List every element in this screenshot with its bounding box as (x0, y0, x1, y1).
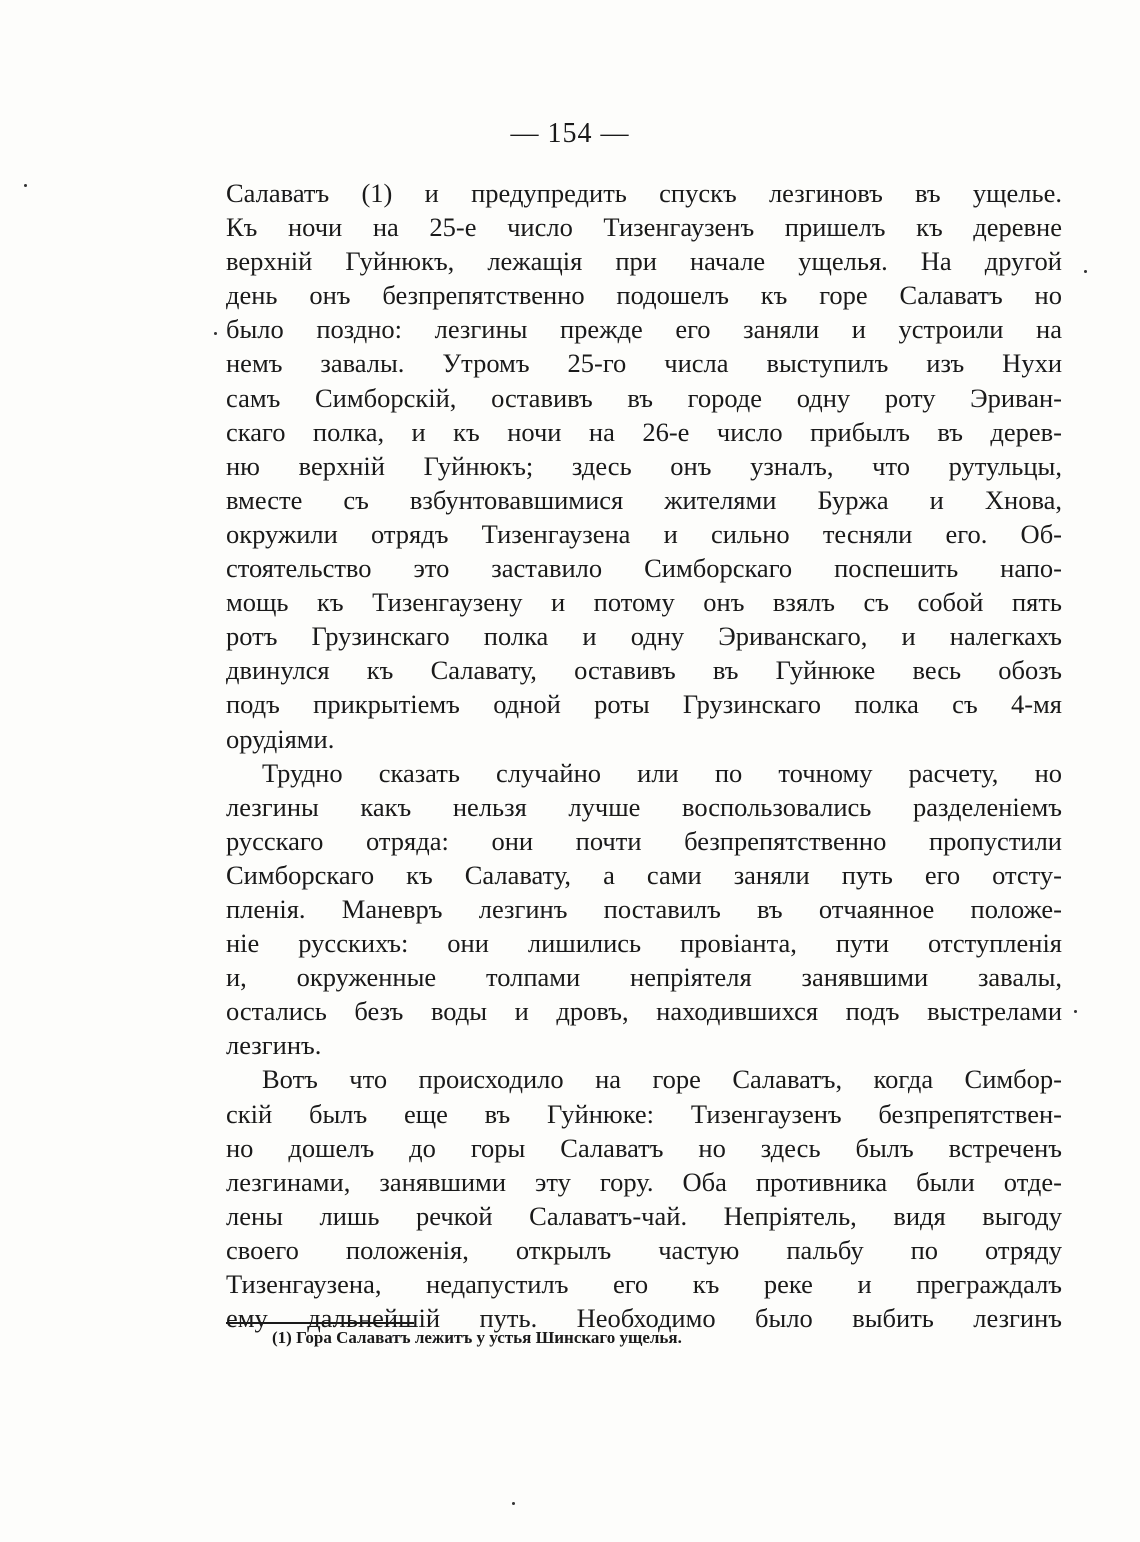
text-line: русскаго отряда: они почти безпрепятственно пропустили (226, 825, 1062, 856)
scan-speck (1084, 270, 1087, 273)
paragraph-start-line: Вотъ что происходило на горе Салаватъ, когда Симбор- (262, 1064, 1062, 1095)
text-line: двинулся къ Салавату, оставивъ въ Гуйнюке весь обозъ (226, 655, 1062, 686)
text-line: лезгины какъ нельзя лучше воспользовались разделеніемъ (226, 791, 1062, 822)
scan-speck (1074, 1010, 1077, 1013)
text-line: лезгинъ. (226, 1030, 322, 1061)
text-line: ротъ Грузинскаго полка и одну Эриванскаго, и налегкахъ (226, 621, 1062, 652)
text-line: самъ Симборскій, оставивъ въ городе одну роту Эриван- (226, 382, 1062, 413)
scan-speck (512, 1502, 515, 1505)
text-line: Симборскаго къ Салавату, а сами заняли путь его отсту- (226, 859, 1062, 890)
text-line: и, окруженные толпами непріятеля занявшими завалы, (226, 962, 1062, 993)
text-line: Къ ночи на 25-е число Тизенгаузенъ пришелъ къ деревне (226, 212, 1062, 243)
text-line: день онъ безпрепятственно подошелъ къ горе Салаватъ но (226, 280, 1062, 311)
text-line: стоятельство это заставило Симборскаго поспешить напо- (226, 553, 1062, 584)
text-line: скій былъ еще въ Гуйнюке: Тизенгаузенъ безпрепятствен- (226, 1098, 1062, 1129)
footnote-divider (226, 1322, 414, 1324)
text-line: ніе русскихъ: они лишились провіанта, пути отступленія (226, 928, 1062, 959)
text-line: вместе съ взбунтовавшимися жителями Буржа и Хнова, (226, 484, 1062, 515)
text-line: немъ завалы. Утромъ 25-го числа выступилъ изъ Нухи (226, 348, 1062, 379)
text-line: мощь къ Тизенгаузену и потому онъ взялъ съ собой пять (226, 587, 1062, 618)
text-line: ему дальнейшій путь. Необходимо было выбить лезгинъ (226, 1303, 1062, 1334)
text-line: верхній Гуйнюкъ, лежащія при начале ущелья. На другой (226, 246, 1062, 277)
text-line: Тизенгаузена, недапустилъ его къ реке и преграждалъ (226, 1269, 1062, 1299)
paragraph-start-line: Трудно сказать случайно или по точному расчету, но (262, 757, 1062, 788)
text-line: но дошелъ до горы Салаватъ но здесь былъ встреченъ (226, 1132, 1062, 1163)
text-line: ню верхній Гуйнюкъ; здесь онъ узналъ, что рутульцы, (226, 450, 1062, 481)
text-line: остались безъ воды и дровъ, находившихся подъ выстрелами (226, 996, 1062, 1027)
text-line: пленія. Маневръ лезгинъ поставилъ въ отчаянное положе- (226, 893, 1062, 924)
body-text (226, 176, 1062, 1335)
text-line: лезгинами, занявшими эту гору. Оба противника были отде- (226, 1166, 1062, 1197)
text-line: лены лишь речкой Салаватъ-чай. Непріятель, видя выгоду (226, 1200, 1062, 1231)
text-line: орудіями. (226, 723, 335, 754)
text-line: своего положенія, открылъ частую пальбу по отряду (226, 1234, 1062, 1265)
text-line: было поздно: лезгины прежде его заняли и устроили на (226, 314, 1062, 345)
text-line: скаго полка, и къ ночи на 26-е число прибылъ въ дерев- (226, 416, 1062, 447)
footnote: (1) Гора Салаватъ лежитъ у устья Шинскаго ущелья. (272, 1328, 682, 1347)
scan-speck (214, 332, 217, 335)
text-line: Салаватъ (1) и предупредить спускъ лезгиновъ въ ущелье. (226, 178, 1062, 208)
page-number: — 154 — (510, 118, 630, 149)
text-line: окружили отрядъ Тизенгаузена и сильно тесняли его. Об- (226, 518, 1062, 549)
scan-speck (24, 184, 27, 187)
text-line: подъ прикрытіемъ одной роты Грузинскаго полка съ 4-мя (226, 689, 1062, 720)
